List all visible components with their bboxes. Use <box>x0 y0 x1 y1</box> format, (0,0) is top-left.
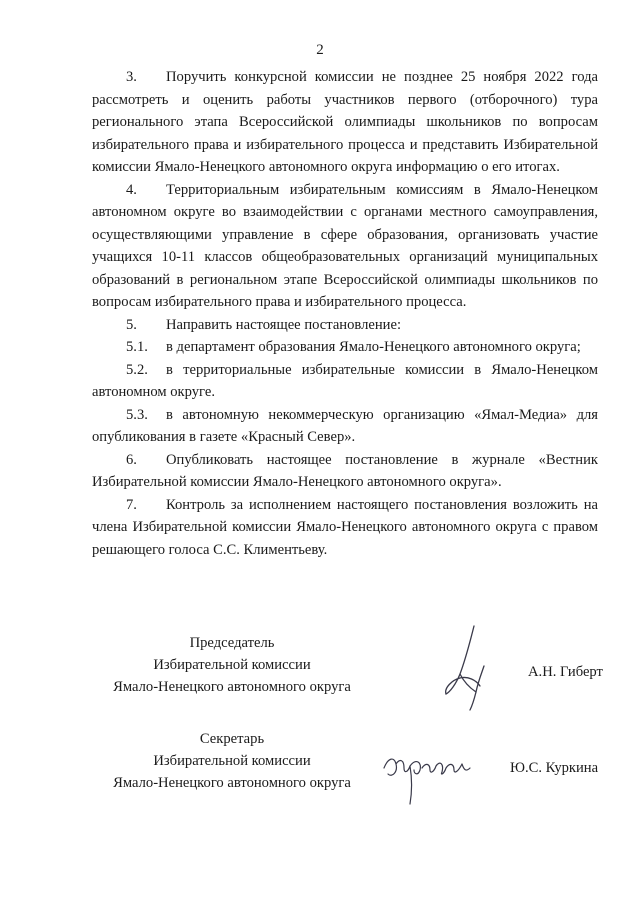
paragraph-3 <box>92 66 598 179</box>
paragraph-5-2 <box>92 359 598 404</box>
signature-title-line: Избирательной комиссии <box>153 657 311 673</box>
document-body <box>92 66 598 561</box>
paragraph-5-1 <box>92 336 598 359</box>
paragraph-number: 6. <box>126 451 137 468</box>
paragraph-number: 5.3. <box>126 406 148 423</box>
paragraph-number: 4. <box>126 181 137 198</box>
paragraph-5-3 <box>92 404 598 449</box>
page-number: 2 <box>316 42 324 58</box>
paragraph-number: 5. <box>126 316 137 333</box>
paragraph-number: 5.1. <box>126 339 148 355</box>
secretary-title <box>92 728 372 794</box>
paragraph-text: в территориальные избирательные комиссии в Ямало-Ненецком автономном округе. <box>92 361 598 400</box>
paragraph-4 <box>92 179 598 314</box>
signature-title-line: Секретарь <box>199 731 265 747</box>
signature-title-line: Ямало-Ненецкого автономного округа <box>113 679 351 695</box>
paragraph-number: 3. <box>126 69 137 85</box>
signature-title-line: Ямало-Ненецкого автономного округа <box>113 775 351 791</box>
chairman-name: А.Н. Гиберт <box>528 664 603 680</box>
paragraph-text: в департамент образования Ямало-Ненецкого автономного округа; <box>166 339 581 355</box>
chairman-title <box>92 632 372 698</box>
chairman-signature-mark <box>430 622 510 712</box>
paragraph-text: Опубликовать настоящее постановление в журнале «Вестник Избирательной комиссии Ямало-Ненецкого автономного округа». <box>92 451 598 490</box>
signature-title-line: Председатель <box>189 635 275 651</box>
signature-title-line: Избирательной комиссии <box>153 753 311 769</box>
paragraph-text: Контроль за исполнением настоящего постановления возложить на члена Избирательной комиссии Ямало-Ненецкого автономного округа с правом решающего голоса С.С. Климентьеву. <box>92 496 598 558</box>
paragraph-text: Поручить конкурсной комиссии не позднее 25 ноября 2022 года рассмотреть и оценить работы участников первого (отборочного) тура регионального этапа Всероссийской олимпиады школьников по вопросам избирательного права и избирательного процесса и представить Избирательной комиссии Ямало-Ненецкого автономного округа информацию о его итогах. <box>92 69 598 175</box>
secretary-name: Ю.С. Куркина <box>510 760 599 776</box>
paragraph-text: в автономную некоммерческую организацию «Ямал-Медиа» для опубликования в газете «Красный Север». <box>92 406 598 445</box>
paragraph-text: Направить настоящее постановление: <box>166 316 402 333</box>
paragraph-5 <box>92 314 598 337</box>
paragraph-number: 5.2. <box>126 361 148 378</box>
paragraph-6 <box>92 449 598 494</box>
paragraph-number: 7. <box>126 496 137 513</box>
paragraph-text: Территориальным избирательным комиссиям в Ямало-Ненецком автономном округе во взаимодействии с органами местного самоуправления, осуществляющими управление в сфере образования, организовать участие учащихся 10-11 классов общеобразовательных организаций муниципальных образований в региональном этапе Всероссийской олимпиады школьников по вопросам избирательного права и избирательного процесса. <box>92 181 598 310</box>
secretary-signature-mark <box>378 738 488 808</box>
paragraph-7 <box>92 494 598 562</box>
